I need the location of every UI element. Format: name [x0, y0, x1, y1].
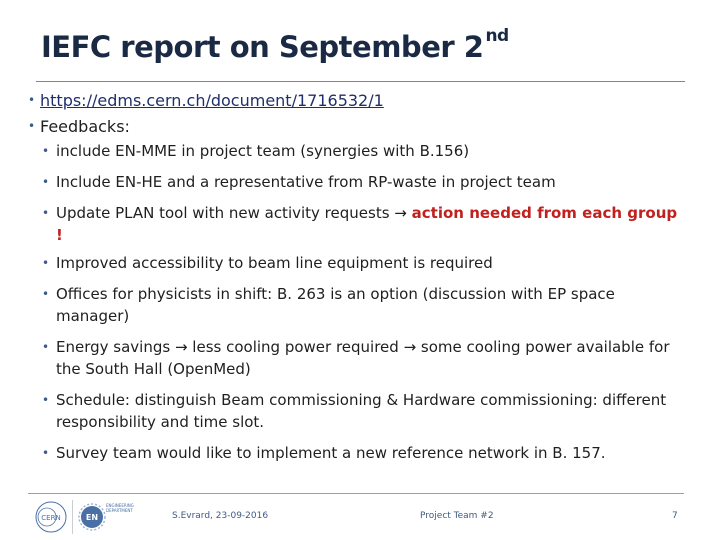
en-label-line: ENGINEERING	[106, 503, 134, 508]
arrow-right-icon: →	[174, 338, 188, 356]
feedback-item	[42, 442, 688, 464]
bullet-link-item	[28, 91, 688, 110]
feedback-text: Offices for physicists in shift: B. 263 is an option (discussion with EP space manager)	[56, 285, 615, 325]
logo-separator	[72, 500, 73, 534]
en-department-logo-icon	[78, 500, 108, 534]
en-label-line: DEPARTMENT	[106, 508, 133, 513]
title-divider	[36, 81, 685, 82]
feedbacks-heading: Feedbacks:	[40, 117, 130, 136]
bullet-icon: •	[28, 93, 36, 107]
feedback-text: Include EN-HE and a representative from RP-waste in project team	[56, 173, 556, 191]
feedback-item	[42, 336, 688, 380]
feedback-text: less cooling power required	[187, 338, 404, 356]
bullet-icon: •	[42, 175, 50, 189]
bullet-icon: •	[42, 206, 50, 220]
bullet-icon: •	[42, 393, 50, 407]
cern-logo-text: CERN	[41, 514, 61, 522]
footer-page-number: 7	[672, 511, 678, 521]
en-logo-text: EN	[85, 513, 99, 522]
bullet-feedbacks-item	[28, 117, 688, 136]
feedback-item	[42, 171, 688, 193]
feedback-item	[42, 389, 688, 433]
arrow-right-icon: →	[394, 204, 407, 222]
arrow-right-icon: →	[403, 338, 417, 356]
edms-link[interactable]: https://edms.cern.ch/document/1716532/1	[40, 91, 384, 110]
feedback-item	[42, 252, 688, 274]
slide-body	[28, 91, 688, 464]
en-department-label	[106, 503, 134, 513]
feedback-text: Update PLAN tool with new activity requests	[56, 204, 395, 222]
footer-divider	[28, 493, 684, 494]
cern-logo-icon	[34, 500, 68, 534]
feedback-item	[42, 202, 688, 246]
bullet-icon: •	[28, 119, 36, 133]
feedback-text: some cooling power available for the South Hall (OpenMed)	[56, 338, 670, 378]
bullet-icon: •	[42, 340, 50, 354]
bullet-icon: •	[42, 446, 50, 460]
feedback-text: include EN-MME in project team (synergies with B.156)	[56, 142, 470, 160]
bullet-icon: •	[42, 144, 50, 158]
feedback-item	[42, 140, 688, 162]
footer-author-date: S.Evrard, 23-09-2016	[172, 511, 269, 521]
slide-title	[41, 26, 509, 64]
feedback-item	[42, 283, 688, 327]
slide-title-superscript: nd	[485, 26, 509, 46]
feedback-text: Improved accessibility to beam line equipment is required	[56, 254, 493, 272]
feedback-text: Survey team would like to implement a new reference network in B. 157.	[56, 444, 606, 462]
feedback-text: Schedule: distinguish Beam commissioning & Hardware commissioning: different responsibility and time slot.	[56, 391, 667, 431]
slide-title-text: IEFC report on September 2	[41, 30, 484, 64]
bullet-icon: •	[42, 287, 50, 301]
bullet-icon: •	[42, 256, 50, 270]
feedback-text: Energy savings	[56, 338, 175, 356]
action-needed-highlight: action needed from each group !	[56, 204, 678, 244]
footer-event: Project Team #2	[420, 511, 494, 521]
